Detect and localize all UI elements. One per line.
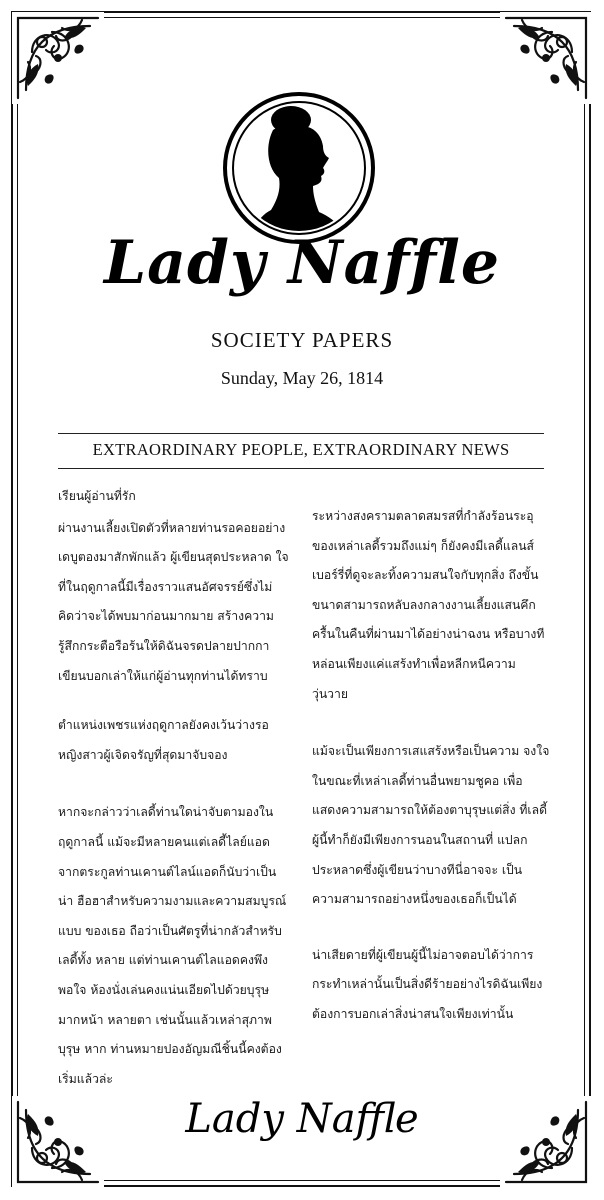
corner-ornament-icon — [500, 12, 592, 104]
headline-banner: EXTRAORDINARY PEOPLE, EXTRAORDINARY NEWS — [92, 440, 510, 459]
left-paragraph-2: ตำแหน่งเพชรแห่งฤดูกาลยังคงเว้นว่างรอ หญิงสาวผู้เจิดจรัญที่สุดมาจับจอง — [58, 718, 269, 762]
headline-top-rule — [58, 433, 544, 434]
right-paragraph-1: ระหว่างสงครามตลาดสมรสที่กำลังร้อนระอุ ของเหล่าเลดี้รวมถึงแม่ๆ ก็ยังคงมีเลดี้แลนส์ เบอร์รี่ที่ดูจะละทิ้งความสนใจกับทุกสิ่ง ถึงขั้น ขนาดสามารถหลับลงกลางงานเลี้ยงแสนคึก ครื้นในคืนที่ผ่านมาได้อย่างน่าฉงน หรือบางที หล่อนเพียงแค่แสร้งทำเพื่อหลีกหนีความ วุ่นวาย — [312, 509, 545, 701]
greeting: เรียนผู้อ่านที่รัก — [58, 489, 136, 503]
issue-date: Sunday, May 26, 1814 — [220, 368, 384, 388]
left-paragraph-3: หากจะกล่าวว่าเลดี้ท่านใดน่าจับตามองใน ฤดูกาลนี้ แม้จะมีหลายคนแต่เลดี้ไลย์แอด จากตระกูลท่านเคานต์ไลน์แอดก็นับว่าเป็นน่า ฮือฮาสำหรับความงามและความสมบูรณ์แบบ ของเธอ ถือว่าเป็นศัตรูที่น่ากลัวสำหรับเลดี้ทั้ง หลาย แต่ท่านเคานต์ไลแอดคงพึงพอใจ ห้องนั่งเล่นคงแน่นเอียดไปด้วยบุรุษมากหน้า หลายตา เช่นนั้นแล้วเหล่าสุภาพบุรุษ หาก ท่านหมายปองอัญมณีชิ้นนี้คงต้องเริ่มแล้วล่ะ — [58, 805, 287, 1086]
left-column — [58, 482, 290, 1094]
right-column — [312, 502, 550, 1030]
left-paragraph-1: ผ่านงานเลี้ยงเปิดตัวที่หลายท่านรอคอยอย่าง เดบูตองมาสักพักแล้ว ผู้เขียนสุดประหลาด ใจที่ในฤดูกาลนี้มีเรื่องราวแสนอัศจรรย์ซึ่งไม่ คิดว่าจะได้พบมาก่อนมากมาย สร้างความ รู้สึกกระตือรือร้นให้ดิฉันจรดปลายปากกา เขียนบอกเล่าให้แก่ผู้อ่านทุกท่านได้ทราบ — [58, 520, 289, 683]
headline-bottom-rule — [58, 468, 544, 469]
right-paragraph-2: แม้จะเป็นเพียงการเสแสร้งหรือเป็นความ จงใจในขณะที่เหล่าเลดี้ท่านอื่นพยามชูคอ เพื่อแสดงความสามารถให้ต้องตาบุรุษแต่สิ่ง ที่เลดี้ผู้นี้ทำก็ยังมีเพียงการนอนในสถานที่ แปลกประหลาดซึ่งผู้เขียนว่าบางทีนี่อาจจะ เป็นความสามารถอย่างหนึ่งของเธอก็เป็นได้ — [312, 744, 550, 907]
section-subtitle: SOCIETY PAPERS — [210, 328, 394, 352]
right-paragraph-3: น่าเสียดายที่ผู้เขียนผู้นี้ไม่อาจตอบได้ว่าการ กระทำเหล่านั้นเป็นสิ่งดีร้ายอย่างไรดิฉันเพียง ต้องการบอกเล่าสิ่งน่าสนใจเพียงเท่านั้น — [312, 947, 543, 1021]
woman-silhouette-cameo-icon — [221, 90, 377, 246]
corner-ornament-icon — [12, 12, 104, 104]
signature: Lady Naffle — [185, 1096, 419, 1142]
brand-title: Lady Naffle — [103, 228, 501, 298]
